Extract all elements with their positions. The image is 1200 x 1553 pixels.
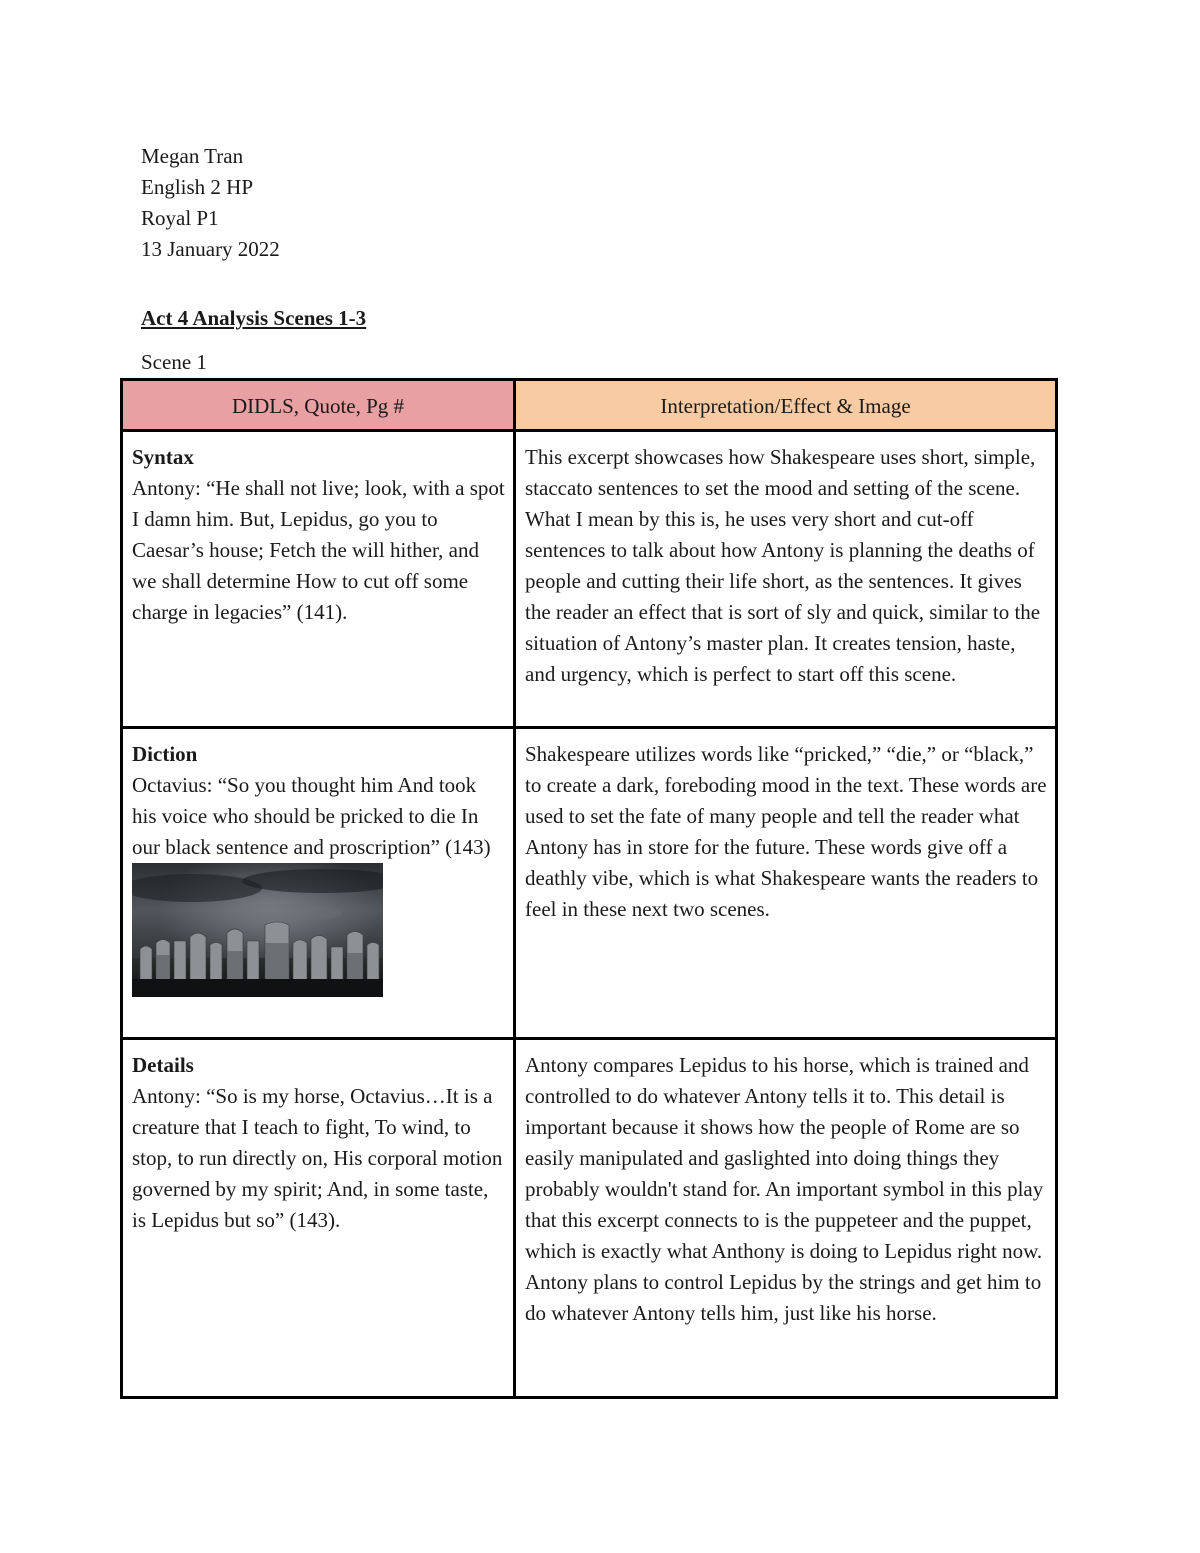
header-interpretation: Interpretation/Effect & Image bbox=[515, 380, 1057, 431]
document-header bbox=[141, 141, 280, 265]
interpretation-text: Shakespeare utilizes words like “pricked,” “die,” or “black,” to create a dark, foreboding mood in the text. These words are used to set the fate of many people and tell the reader what Antony has in store for the future. These words give off a deathly vibe, which is what Shakespeare wants the readers to feel in these next two scenes. bbox=[525, 742, 1047, 921]
course-name: English 2 HP bbox=[141, 175, 254, 199]
table-header-row bbox=[122, 380, 1057, 431]
author-name: Megan Tran bbox=[141, 144, 244, 168]
interpretation-cell bbox=[515, 728, 1057, 1039]
didls-cell bbox=[122, 431, 515, 728]
document-title: Act 4 Analysis Scenes 1-3 bbox=[141, 306, 367, 330]
header-didls: DIDLS, Quote, Pg # bbox=[122, 380, 515, 431]
device-name: Diction bbox=[132, 742, 198, 766]
quote-text: Antony: “So is my horse, Octavius…It is a creature that I teach to fight, To wind, to stop, to run directly on, His corporal motion governed by my spirit; And, in some taste, is Lepidus but so” (143). bbox=[132, 1084, 503, 1232]
quote-text: Antony: “He shall not live; look, with a spot I damn him. But, Lepidus, go you to Caesar’s house; Fetch the will hither, and we shall determine How to cut off some charge in legacies” (141). bbox=[132, 476, 505, 624]
table-row bbox=[122, 431, 1057, 728]
interpretation-cell bbox=[515, 1039, 1057, 1398]
document-date: 13 January 2022 bbox=[141, 237, 280, 261]
device-name: Details bbox=[132, 1053, 194, 1077]
device-name: Syntax bbox=[132, 445, 194, 469]
graveyard-image bbox=[132, 863, 383, 997]
analysis-table bbox=[120, 378, 1058, 1399]
interpretation-text: Antony compares Lepidus to his horse, which is trained and controlled to do whatever Antony tells it to. This detail is important because it shows how the people of Rome are so easily manipulated and gaslighted into doing things they probably wouldn't stand for. An important symbol in this play that this excerpt connects to is the puppeteer and the puppet, which is exactly what Anthony is doing to Lepidus right now. Antony plans to control Lepidus by the strings and get him to do whatever Antony tells him, just like his horse. bbox=[525, 1053, 1044, 1325]
interpretation-text: This excerpt showcases how Shakespeare uses short, simple, staccato sentences to set the mood and setting of the scene. What I mean by this is, he uses very short and cut-off sentences to talk about how Antony is planning the deaths of people and cutting their life short, as the sentences. It gives the reader an effect that is sort of sly and quick, similar to the situation of Antony’s master plan. It creates tension, haste, and urgency, which is perfect to start off this scene. bbox=[525, 445, 1041, 686]
didls-cell bbox=[122, 728, 515, 1039]
didls-cell bbox=[122, 1039, 515, 1398]
class-period: Royal P1 bbox=[141, 206, 219, 230]
table-row bbox=[122, 728, 1057, 1039]
scene-label: Scene 1 bbox=[141, 350, 207, 374]
interpretation-cell bbox=[515, 431, 1057, 728]
table-row bbox=[122, 1039, 1057, 1398]
quote-text: Octavius: “So you thought him And took his voice who should be pricked to die In our black sentence and proscription” (143) bbox=[132, 773, 491, 859]
